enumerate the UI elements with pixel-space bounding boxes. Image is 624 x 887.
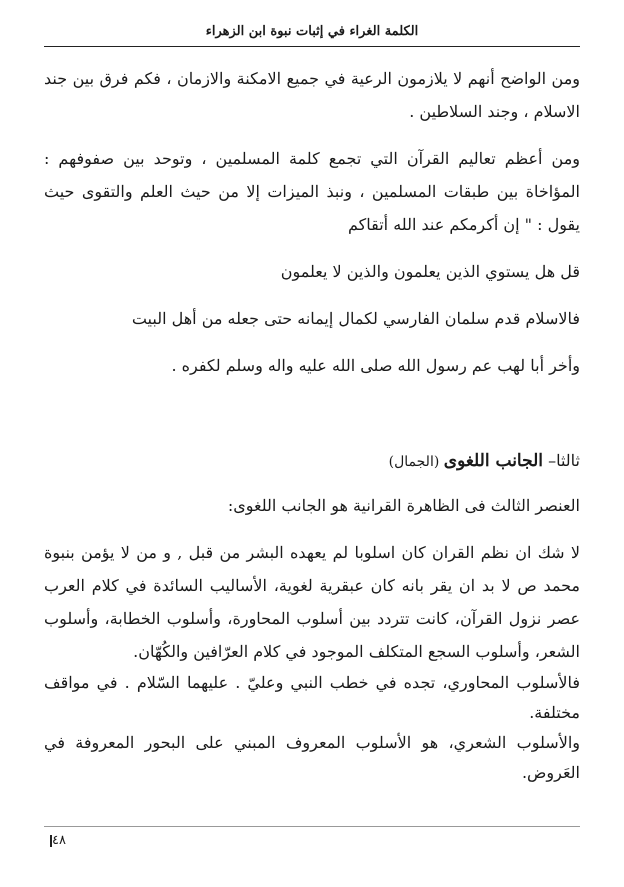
paragraph: والأسلوب الشعري، هو الأسلوب المعروف المبني على البحور المعروفة في العَروض. bbox=[44, 733, 580, 782]
paragraph: وأخر أبا لهب عم رسول الله صلى الله عليه واله وسلم لكفره . bbox=[171, 356, 580, 375]
running-header bbox=[44, 18, 580, 47]
page-body bbox=[44, 62, 580, 788]
header-title: الكلمة الغراء في إثبات نبوة ابن الزهراء bbox=[205, 24, 419, 39]
page-footer bbox=[44, 826, 580, 857]
paragraph: فالأسلوب المحاوري، تجده في خطب النبي وعليّ . عليهما السّلام . في مواقف مختلفة. bbox=[44, 673, 580, 722]
paragraph: فالاسلام قدم سلمان الفارسي لكمال إيمانه حتى جعله من أهل البيت bbox=[131, 309, 580, 328]
page-number bbox=[44, 833, 66, 848]
paragraph: العنصر الثالث فى الظاهرة القرانية هو الجانب اللغوى: bbox=[227, 496, 580, 515]
section-subtitle: (الجمال) bbox=[388, 454, 444, 470]
section-title: الجانب اللغوى bbox=[443, 451, 543, 471]
paragraph: ومن الواضح أنهم لا يلازمون الرعية في جميع الامكنة والازمان ، فكم فرق بين جند الاسلام ، وجند السلاطين . bbox=[44, 69, 581, 121]
quran-verse: قل هل يستوي الذين يعلمون والذين لا يعلمون bbox=[280, 262, 580, 281]
paragraph: لا شك ان نظم القران كان اسلوبا لم يعهده البشر من قبل , و من لا يؤمن بنبوة محمد ص لا بد ان يقر بانه كان عبقرية لغوية، الأساليب السائدة في كلام العرب عصر نزول القرآن، كانت تتردد بين أسلوب المحاورة، وأسلوب الخطابة، وأسلوب الشعر، وأسلوب السجع المتكلف الموجود في كلام العرّافين والكُهّان. bbox=[44, 543, 580, 661]
section-prefix: ثالثا– bbox=[543, 451, 580, 470]
paragraph: ومن أعظم تعاليم القرآن التي تجمع كلمة المسلمين ، وتوحد بين صفوفهم : المؤاخاة بين طبقات المسلمين ، ونبذ الميزات إلا من حيث العلم والتقوى حيث يقول : " إن أكرمكم عند الله أتقاكم bbox=[44, 149, 580, 234]
section-heading bbox=[44, 444, 580, 479]
page-number-text: ٤٨ bbox=[52, 833, 66, 848]
